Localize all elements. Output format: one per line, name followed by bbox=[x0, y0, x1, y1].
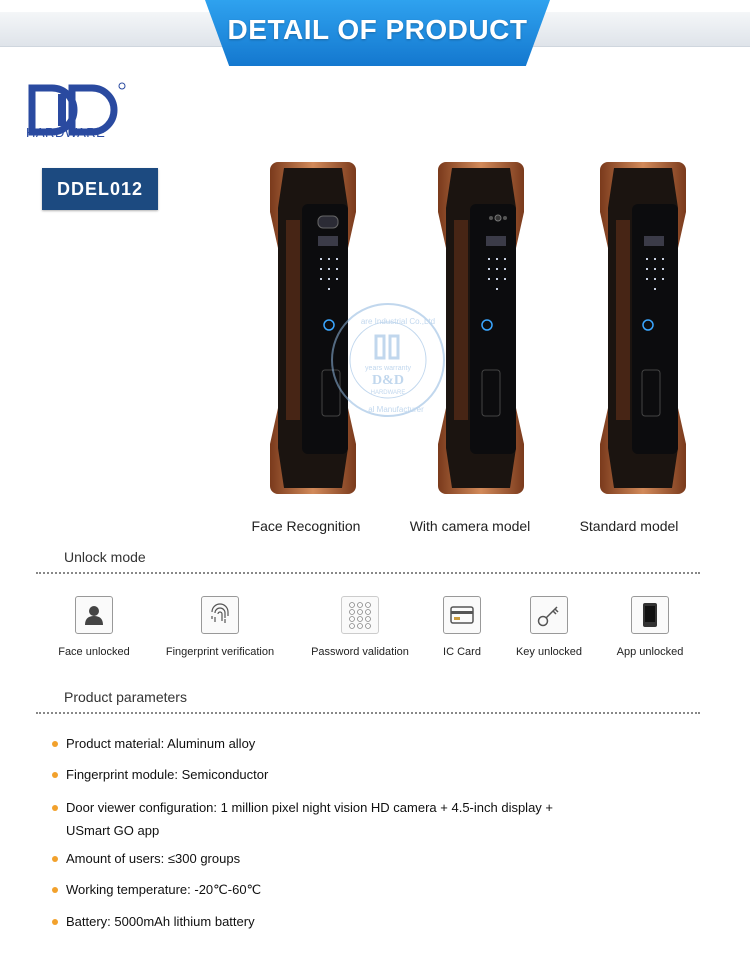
watermark-warranty: years warranty bbox=[365, 365, 411, 372]
watermark-bottom: al Manufacturer bbox=[368, 405, 424, 414]
unlock-label-key: Key unlocked bbox=[515, 646, 583, 658]
unlock-mode-title: Unlock mode bbox=[64, 549, 146, 565]
card-icon bbox=[443, 596, 481, 634]
unlock-item-face bbox=[44, 596, 144, 658]
unlock-label-ic-card: IC Card bbox=[443, 646, 481, 658]
model-badge: DDEL012 bbox=[42, 168, 158, 210]
smart-lock-icon bbox=[596, 160, 688, 495]
param-text: Product material: Aluminum alloy bbox=[66, 736, 256, 751]
fingerprint-icon bbox=[201, 596, 239, 634]
bullet-icon bbox=[52, 919, 58, 925]
param-text: Amount of users: ≤300 groups bbox=[66, 851, 241, 866]
brand-logo-text: HARDWARE bbox=[26, 125, 106, 140]
unlock-divider bbox=[36, 572, 700, 574]
params-divider bbox=[36, 712, 700, 714]
param-text: USmart GO app bbox=[66, 823, 160, 838]
unlock-item-password bbox=[300, 596, 420, 658]
unlock-label-password: Password validation bbox=[311, 646, 409, 658]
param-text: Fingerprint module: Semiconductor bbox=[66, 767, 269, 782]
params-title: Product parameters bbox=[64, 689, 187, 705]
lock-caption-standard: Standard model bbox=[579, 518, 679, 534]
page-title: DETAIL OF PRODUCT bbox=[227, 14, 528, 45]
param-text: Door viewer configuration: 1 million pixel night vision HD camera + 4.5-inch display + bbox=[66, 800, 554, 815]
unlock-label-face: Face unlocked bbox=[58, 646, 130, 658]
key-icon bbox=[530, 596, 568, 634]
watermark-sub: HARDWARE bbox=[370, 390, 406, 396]
unlock-label-fingerprint: Fingerprint verification bbox=[165, 646, 275, 658]
lock-caption-face: Face Recognition bbox=[251, 518, 361, 534]
bullet-icon bbox=[52, 805, 58, 811]
bullet-icon bbox=[52, 741, 58, 747]
unlock-item-app bbox=[610, 596, 690, 658]
bullet-icon bbox=[52, 772, 58, 778]
face-icon bbox=[75, 596, 113, 634]
param-text: Working temperature: -20℃-60℃ bbox=[66, 882, 262, 897]
unlock-item-fingerprint bbox=[160, 596, 280, 658]
bullet-icon bbox=[52, 856, 58, 862]
header-banner bbox=[0, 0, 750, 80]
keypad-icon bbox=[341, 596, 379, 634]
watermark-seal-icon bbox=[328, 300, 448, 420]
bullet-icon bbox=[52, 887, 58, 893]
lock-caption-camera: With camera model bbox=[409, 518, 531, 534]
unlock-item-ic-card bbox=[422, 596, 502, 658]
watermark-top: are Industrial Co.,Ltd bbox=[360, 317, 436, 326]
unlock-item-key bbox=[508, 596, 590, 658]
param-text: Battery: 5000mAh lithium battery bbox=[66, 914, 255, 929]
unlock-label-app: App unlocked bbox=[616, 646, 684, 658]
watermark-brand: D&D bbox=[372, 373, 404, 388]
lock-standard-model bbox=[596, 160, 688, 495]
phone-icon bbox=[631, 596, 669, 634]
